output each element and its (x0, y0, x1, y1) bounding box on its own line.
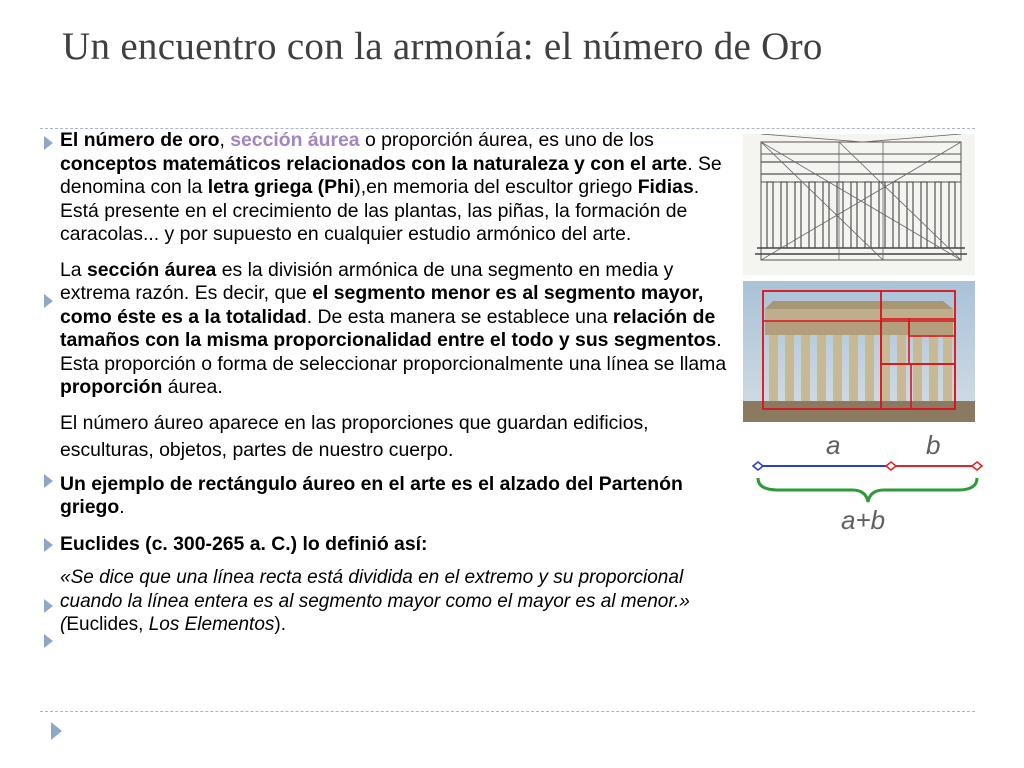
next-slide-arrow-icon[interactable] (51, 722, 62, 740)
paragraph-euclid-quote (60, 566, 732, 637)
text-run: es la división armónica de una segmento en media y extrema razón. Es decir, que (60, 258, 674, 304)
text-run: el segmento menor es al segmento mayor, como éste es a la totalidad (60, 282, 704, 328)
paragraph-golden-section (60, 259, 732, 400)
paragraph-euclid-heading (60, 533, 732, 557)
text-run: o proporción áurea, es uno de los (359, 129, 654, 151)
text-run: letra griega (Phi (207, 176, 355, 198)
segment-end-point (972, 462, 982, 470)
segment-b-label: b (926, 430, 941, 460)
text-run: sección áurea (230, 129, 360, 151)
parthenon-elevation-drawing (743, 134, 975, 275)
triangle-bullet-icon (44, 294, 53, 308)
text-run: Euclides (c. 300-265 a. C.) lo definió así: (60, 532, 428, 555)
text-run: Los Elementos (148, 614, 275, 635)
segment-a-label: a (826, 430, 841, 460)
segment-mid-point (886, 462, 896, 470)
text-run: áurea. (162, 376, 223, 398)
slide-body (60, 129, 732, 637)
text-run: proporción (60, 376, 163, 398)
golden-segment-diagram (748, 426, 988, 541)
segment-total-label: a+b (841, 505, 886, 535)
text-run: Fidias (637, 176, 694, 198)
triangle-bullet-icon (44, 136, 53, 150)
triangle-bullet-icon (44, 634, 53, 648)
text-run: La (60, 258, 87, 281)
slide-title: Un encuentro con la armonía: el número de Oro (62, 25, 823, 68)
text-run: ). (274, 614, 286, 635)
text-run: ),en memoria del escultor griego (354, 176, 638, 198)
paragraph-golden-examples (60, 410, 732, 464)
segment-start-point (753, 462, 763, 470)
text-run: . (119, 496, 125, 518)
text-run: sección áurea (86, 258, 217, 281)
triangle-bullet-icon (44, 474, 53, 488)
text-run: relación de tamaños con la misma proporcionalidad entre el todo y sus segmentos (60, 305, 717, 351)
segment-total-brace (758, 478, 977, 502)
triangle-bullet-icon (44, 538, 53, 552)
text-run: «Se dice que una línea recta está dividida en el extremo y su proporcional cuando la línea entera es al segmento mayor como el mayor es al menor.» ( (60, 567, 690, 635)
text-run: , (219, 129, 231, 151)
text-run: . Está presente en el crecimiento de las plantas, las piñas, la formación de caracolas... y por supuesto en cualquier estudio armónico del arte. (60, 176, 700, 245)
paragraph-golden-number (60, 129, 732, 247)
text-run: conceptos matemáticos relacionados con la naturaleza y con el arte (60, 152, 688, 175)
triangle-bullet-icon (44, 599, 53, 613)
text-run: . Esta proporción o forma de seleccionar proporcionalmente una línea se llama (60, 329, 727, 375)
text-run: . Se denomina con la (60, 152, 722, 198)
paragraph-parthenon (60, 473, 732, 520)
footer-divider (40, 711, 975, 712)
text-run: El número áureo aparece en las proporciones que guardan edificios, esculturas, objetos, partes de nuestro cuerpo. (60, 411, 649, 461)
text-run: . De esta manera se establece una (306, 305, 613, 328)
parthenon-photo-golden-rectangles (743, 281, 975, 422)
text-run: Un ejemplo de rectángulo áureo en el arte es el alzado del Partenón griego (60, 472, 683, 518)
text-run: Euclides, (66, 614, 149, 635)
text-run: El número de oro (60, 129, 220, 151)
